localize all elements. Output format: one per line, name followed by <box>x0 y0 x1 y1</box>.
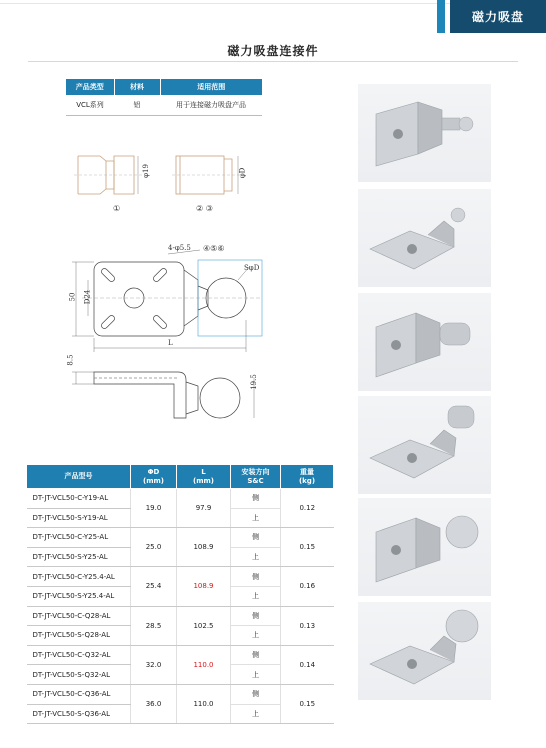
product-photo-6 <box>358 602 491 700</box>
spec-header-dir-sub: S&C <box>247 476 264 485</box>
spec-header-dir <box>231 465 281 489</box>
direction-cell: 上 <box>231 547 281 567</box>
spec-header-L-text: L <box>201 468 206 477</box>
model-cell: DT-JT-VCL50-C-Y25-AL <box>27 528 131 548</box>
model-cell: DT-JT-VCL50-C-Q32-AL <box>27 645 131 665</box>
model-cell: DT-JT-VCL50-S-Y25.4-AL <box>27 586 131 606</box>
spec-header-phiD <box>131 465 177 489</box>
info-table <box>66 79 262 116</box>
model-cell: DT-JT-VCL50-S-Y19-AL <box>27 508 131 528</box>
phiD-cell: 32.0 <box>131 645 177 684</box>
model-cell: DT-JT-VCL50-C-Q36-AL <box>27 684 131 704</box>
length-cell: 108.9 <box>177 567 231 606</box>
model-cell: DT-JT-VCL50-S-Y25-AL <box>27 547 131 567</box>
product-photo-2 <box>358 189 491 287</box>
dim-phi19: φ19 <box>141 164 150 178</box>
info-cell-material: 铝 <box>114 95 160 115</box>
spec-header-L-unit: (mm) <box>193 476 214 485</box>
phiD-cell: 36.0 <box>131 684 177 723</box>
length-cell: 102.5 <box>177 606 231 645</box>
dim-L: L <box>168 339 173 347</box>
spec-header-phiD-unit: (mm) <box>143 476 164 485</box>
weight-cell: 0.15 <box>281 528 334 567</box>
weight-cell: 0.14 <box>281 645 334 684</box>
direction-cell: 侧 <box>231 567 281 587</box>
product-photo-5 <box>358 498 491 596</box>
table-row <box>27 528 334 548</box>
model-cell: DT-JT-VCL50-C-Y19-AL <box>27 489 131 509</box>
spec-table <box>26 464 334 724</box>
direction-cell: 上 <box>231 508 281 528</box>
info-header-material: 材料 <box>114 79 160 95</box>
phiD-cell: 28.5 <box>131 606 177 645</box>
info-header-scope: 适用范围 <box>160 79 262 95</box>
direction-cell: 上 <box>231 626 281 646</box>
spec-header-phiD-text: ΦD <box>147 468 160 477</box>
drawing-part-1 <box>72 150 152 200</box>
spec-header-model-text: 产品型号 <box>64 472 93 481</box>
dim-50: 50 <box>68 292 77 302</box>
direction-cell: 侧 <box>231 528 281 548</box>
direction-cell: 侧 <box>231 489 281 509</box>
direction-cell: 侧 <box>231 684 281 704</box>
drawing-top-view <box>62 240 272 360</box>
info-header-type: 产品类型 <box>66 79 114 95</box>
model-cell: DT-JT-VCL50-C-Y25.4-AL <box>27 567 131 587</box>
dim-D24: D24 <box>83 289 92 305</box>
model-cell: DT-JT-VCL50-S-Q32-AL <box>27 665 131 685</box>
product-photo-1 <box>358 84 491 182</box>
spec-header-weight-unit: (kg) <box>298 476 316 485</box>
spec-header-weight-text: 重量 <box>300 468 314 477</box>
table-row <box>27 645 334 665</box>
table-row <box>27 684 334 704</box>
spec-header-model <box>27 465 131 489</box>
direction-cell: 上 <box>231 586 281 606</box>
figure-label-1: ① <box>113 204 121 213</box>
model-cell: DT-JT-VCL50-C-Q28-AL <box>27 606 131 626</box>
weight-cell: 0.12 <box>281 489 334 528</box>
dim-phiD: φD <box>238 167 247 179</box>
spec-header-L <box>177 465 231 489</box>
table-row <box>27 567 334 587</box>
spec-table-body <box>27 489 334 724</box>
weight-cell: 0.15 <box>281 684 334 723</box>
spec-header-weight <box>281 465 334 489</box>
page-title: 磁力吸盘连接件 <box>227 44 319 58</box>
dim-8-5: 8.5 <box>66 354 75 366</box>
model-cell: DT-JT-VCL50-S-Q28-AL <box>27 626 131 646</box>
direction-cell: 上 <box>231 665 281 685</box>
length-cell: 97.9 <box>177 489 231 528</box>
length-cell: 108.9 <box>177 528 231 567</box>
weight-cell: 0.16 <box>281 567 334 606</box>
direction-cell: 上 <box>231 704 281 724</box>
product-photo-3 <box>358 293 491 391</box>
product-photo-4 <box>358 396 491 494</box>
brand-accent-tab <box>437 0 445 33</box>
model-cell: DT-JT-VCL50-S-Q36-AL <box>27 704 131 724</box>
direction-cell: 侧 <box>231 645 281 665</box>
phiD-cell: 19.0 <box>131 489 177 528</box>
title-divider <box>28 61 518 62</box>
table-row <box>27 489 334 509</box>
length-cell: 110.0 <box>177 645 231 684</box>
direction-cell: 侧 <box>231 606 281 626</box>
figure-label-456: ④⑤⑥ <box>203 244 225 253</box>
phiD-cell: 25.0 <box>131 528 177 567</box>
phiD-cell: 25.4 <box>131 567 177 606</box>
weight-cell: 0.13 <box>281 606 334 645</box>
label-holes: 4-φ5.5 <box>168 244 191 252</box>
info-cell-type: VCL系列 <box>66 95 114 115</box>
figure-label-23: ② ③ <box>196 204 213 213</box>
label-sphere: SφD <box>244 264 260 272</box>
dim-19-5: 19.5 <box>249 374 258 390</box>
drawing-side-view <box>62 350 272 434</box>
info-cell-scope: 用于连接磁力吸盘产品 <box>160 95 262 115</box>
brand-header: 磁力吸盘 <box>450 0 546 33</box>
spec-header-dir-text: 安装方向 <box>241 468 270 477</box>
length-cell: 110.0 <box>177 684 231 723</box>
table-row <box>27 606 334 626</box>
